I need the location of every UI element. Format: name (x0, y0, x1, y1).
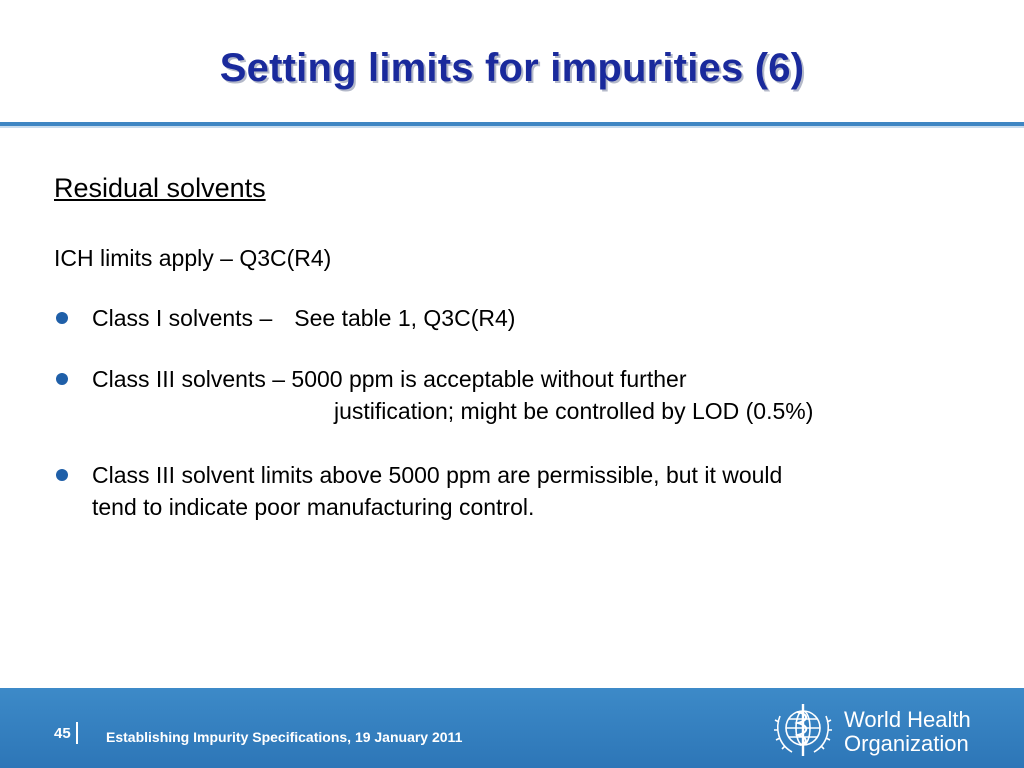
bullet-text (92, 363, 813, 427)
bullet-dot-icon (56, 312, 68, 324)
footer-bar (0, 688, 1024, 768)
bullet-text (92, 302, 515, 334)
organization-name-line: World Health (844, 707, 971, 732)
slide-title: Setting limits for impurities (6) (219, 46, 805, 90)
bullet-text-line: tend to indicate poor manufacturing control. (92, 494, 535, 520)
footer-caption: Establishing Impurity Specifications, 19 January 2011 (106, 729, 463, 745)
bullet-text-part: See table 1, Q3C(R4) (294, 305, 516, 331)
page-number: 45 (54, 725, 71, 742)
organization-name-line: Organization (844, 731, 969, 756)
page-separator (76, 722, 78, 744)
organization-name (844, 708, 971, 756)
who-emblem-icon (770, 698, 836, 762)
bullet-text-line: justification; might be controlled by LOD (0.5%) (334, 398, 814, 424)
bullet-dot-icon (56, 469, 68, 481)
intro-line: ICH limits apply – Q3C(R4) (54, 245, 332, 271)
bullet-dot-icon (56, 373, 68, 385)
bullet-text-part: Class I solvents – (92, 305, 273, 331)
bullet-text-line: Class III solvents – 5000 ppm is acceptable without further (92, 366, 687, 392)
title-divider-shadow (0, 126, 1024, 128)
title-area (0, 0, 1024, 120)
bullet-text-line: Class III solvent limits above 5000 ppm are permissible, but it would (92, 462, 783, 488)
bullet-text (92, 459, 782, 523)
section-heading: Residual solvents (54, 173, 266, 203)
